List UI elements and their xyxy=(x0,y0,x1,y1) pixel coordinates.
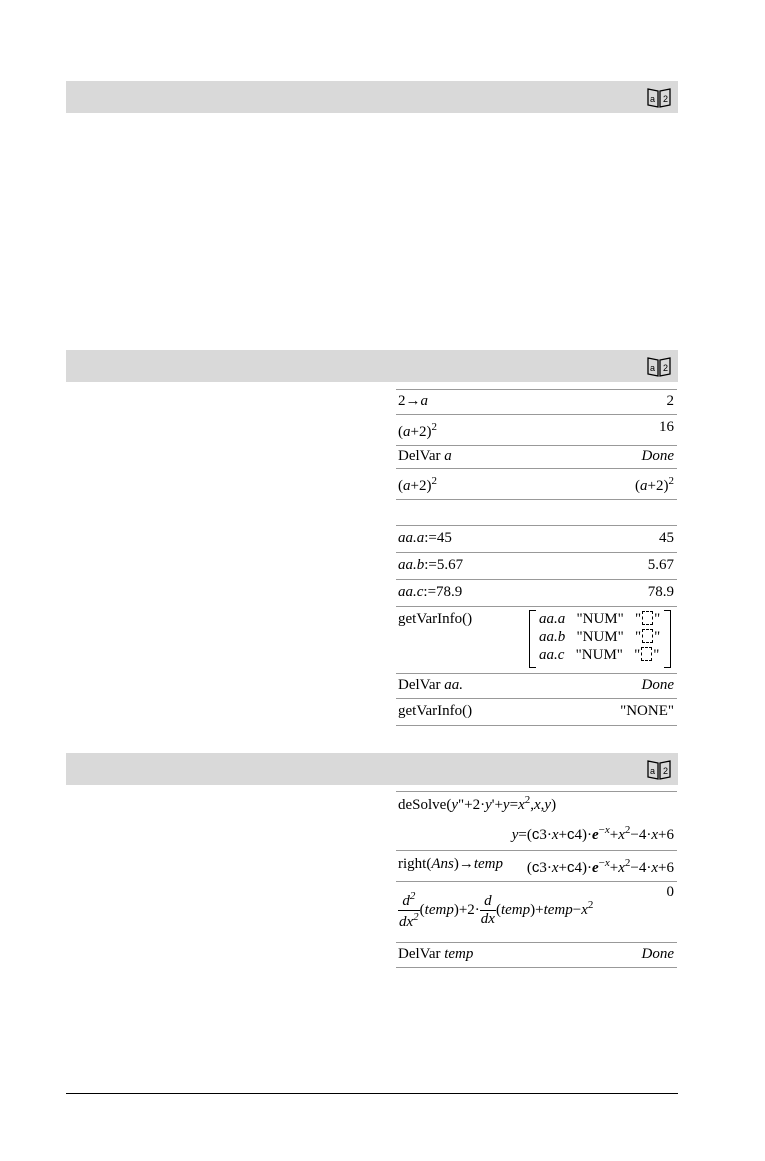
section-header-band xyxy=(66,81,678,113)
book-icon xyxy=(646,354,672,378)
example-table-desolve xyxy=(396,791,677,968)
empty-placeholder-box xyxy=(641,647,652,661)
empty-placeholder-box xyxy=(642,611,653,625)
svg-text:a: a xyxy=(650,94,656,104)
svg-text:a: a xyxy=(650,766,656,776)
section-header-band xyxy=(66,350,678,382)
example-table-getvarinfo xyxy=(396,525,677,726)
table-row: aa.a:=45 45 xyxy=(396,525,677,552)
book-icon xyxy=(646,757,672,781)
section-header-band xyxy=(66,753,678,785)
svg-text:2: 2 xyxy=(663,94,669,104)
table-row: DelVar a Done xyxy=(396,445,677,468)
table-row: DelVar aa. Done xyxy=(396,673,677,698)
table-row: 2→a 2 xyxy=(396,389,677,414)
table-row: $\frac{d^2}{dx^2}$ (temp)+2· $\frac{d}{dx}$ $(temp)+temp-x^2$ 0 xyxy=(396,881,677,942)
table-row: aa.b:=5.67 5.67 xyxy=(396,552,677,579)
empty-placeholder-box xyxy=(642,629,653,643)
table-row: getVarInfo() aa.a "NUM" " " aa.b "NUM" " " aa.c "NUM" " " xyxy=(396,606,677,673)
table-row: aa.c:=78.9 78.9 xyxy=(396,579,677,606)
example-table-delvar xyxy=(396,389,677,500)
footer-rule xyxy=(66,1093,678,1094)
table-row: $(a+2)^2$ $(a+2)^2$ xyxy=(396,468,677,500)
var-info-matrix: aa.a "NUM" " " aa.b "NUM" " " aa.c "NUM" " " xyxy=(529,610,671,666)
table-row: $deSolve(y"+2\cdot y'+y=x^2,x,y)$ $y=(c3\cdot x+c4)\cdot e^{-x}+x^2-4\cdot x+6$ xyxy=(396,791,677,850)
table-row: right(Ans)→temp $(c3\cdot x+c4)\cdot e^{-x}+x^2-4\cdot x+6$ xyxy=(396,850,677,881)
table-row: getVarInfo() "NONE" xyxy=(396,698,677,726)
svg-text:2: 2 xyxy=(663,363,669,373)
book-icon xyxy=(646,85,672,109)
table-row: DelVar temp Done xyxy=(396,942,677,968)
svg-text:a: a xyxy=(650,363,656,373)
svg-text:2: 2 xyxy=(663,766,669,776)
table-row: $(a+2)^2$ 16 xyxy=(396,414,677,445)
